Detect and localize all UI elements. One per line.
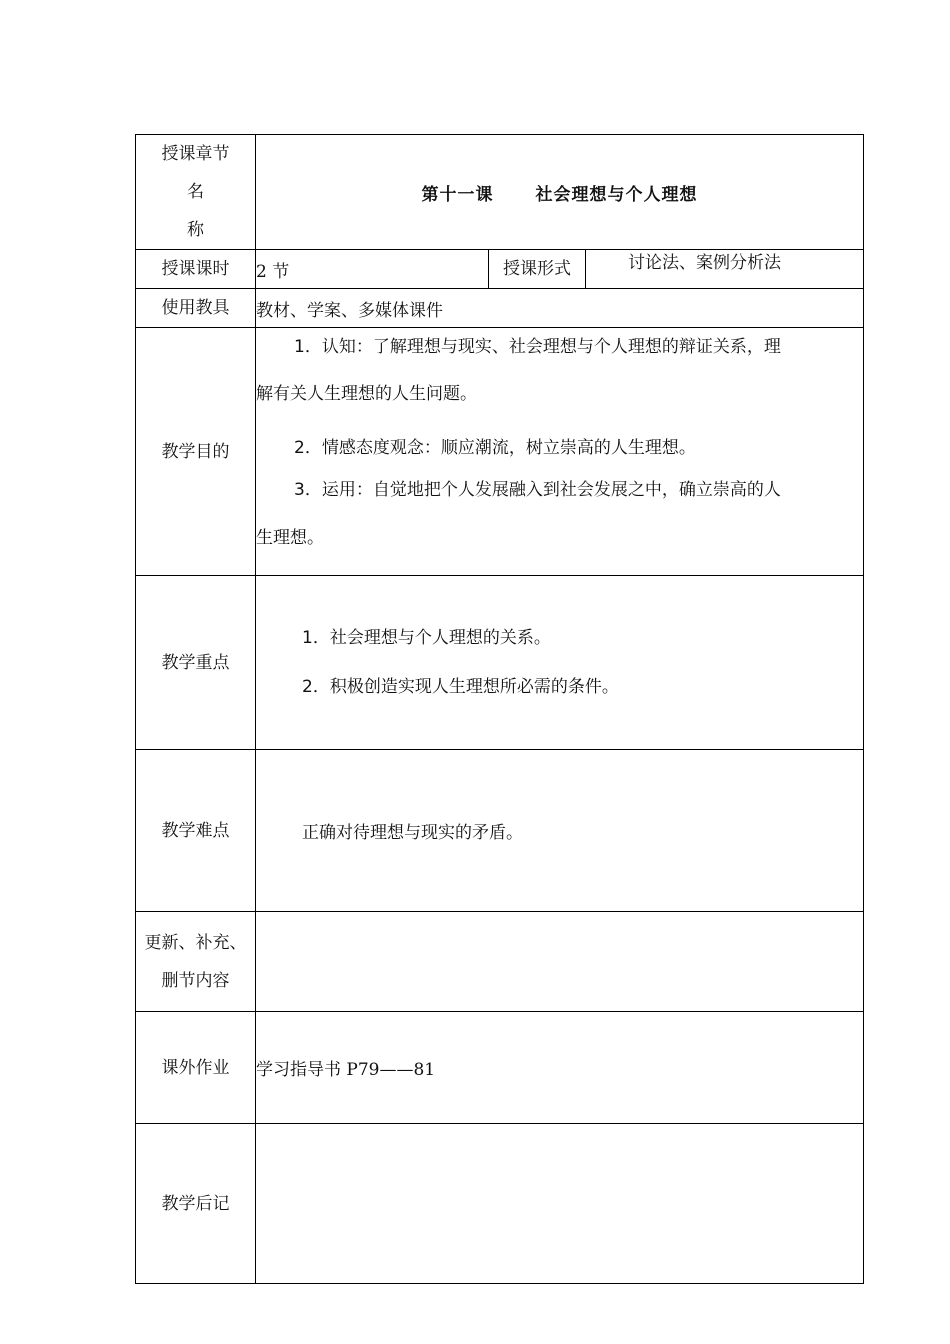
lesson-number: 第十一课: [421, 184, 494, 205]
objectives-label: 教学目的: [136, 328, 256, 576]
objective-1-line2: 解有关人生理想的人生问题。: [256, 384, 477, 404]
notes-content: [256, 1124, 864, 1284]
chapter-label-line2: 名 称: [187, 182, 204, 240]
key-point-1: 1．社会理想与个人理想的关系。: [302, 627, 551, 648]
hours-label: 授课课时: [136, 250, 256, 289]
objectives-content: [256, 328, 864, 576]
row-hours: [136, 250, 864, 289]
difficulty-text: 正确对待理想与现实的矛盾。: [302, 823, 523, 843]
objective-3-line2: 生理想。: [256, 528, 324, 548]
materials-label: 使用教具: [136, 289, 256, 328]
updates-label-line1: 更新、补充、: [144, 932, 247, 953]
lesson-plan-table: [135, 134, 864, 1284]
difficulties-content: [256, 750, 864, 912]
row-notes: [136, 1124, 864, 1284]
updates-label: [136, 912, 256, 1012]
homework-value: 学习指导书 P79——81: [256, 1012, 864, 1124]
row-homework: [136, 1012, 864, 1124]
key-points-content: [256, 576, 864, 750]
key-point-2: 2．积极创造实现人生理想所必需的条件。: [302, 676, 619, 697]
form-label: 授课形式: [489, 250, 586, 289]
row-updates: [136, 912, 864, 1012]
objective-1-line1: 1．认知：了解理想与现实、社会理想与个人理想的辩证关系，理: [294, 337, 781, 357]
updates-content: [256, 912, 864, 1012]
updates-label-line2: 删节内容: [161, 970, 230, 991]
homework-label: 课外作业: [136, 1012, 256, 1124]
lesson-name: 社会理想与个人理想: [535, 184, 698, 205]
hours-value: 2 节: [256, 250, 489, 289]
row-objectives: [136, 328, 864, 576]
row-difficulties: [136, 750, 864, 912]
row-key-points: [136, 576, 864, 750]
materials-value: 教材、学案、多媒体课件: [256, 289, 864, 328]
key-points-label: 教学重点: [136, 576, 256, 750]
difficulties-label: 教学难点: [136, 750, 256, 912]
objective-3-line1: 3．运用：自觉地把个人发展融入到社会发展之中，确立崇高的人: [294, 480, 781, 500]
chapter-label-line1: 授课章节: [161, 144, 230, 164]
notes-label: 教学后记: [136, 1124, 256, 1284]
row-chapter: [136, 135, 864, 250]
form-value: 讨论法、案例分析法: [586, 250, 864, 289]
row-materials: [136, 289, 864, 328]
chapter-label: [136, 135, 256, 250]
lesson-title: [256, 135, 864, 250]
objective-2: 2．情感态度观念：顺应潮流，树立崇高的人生理想。: [294, 438, 696, 458]
